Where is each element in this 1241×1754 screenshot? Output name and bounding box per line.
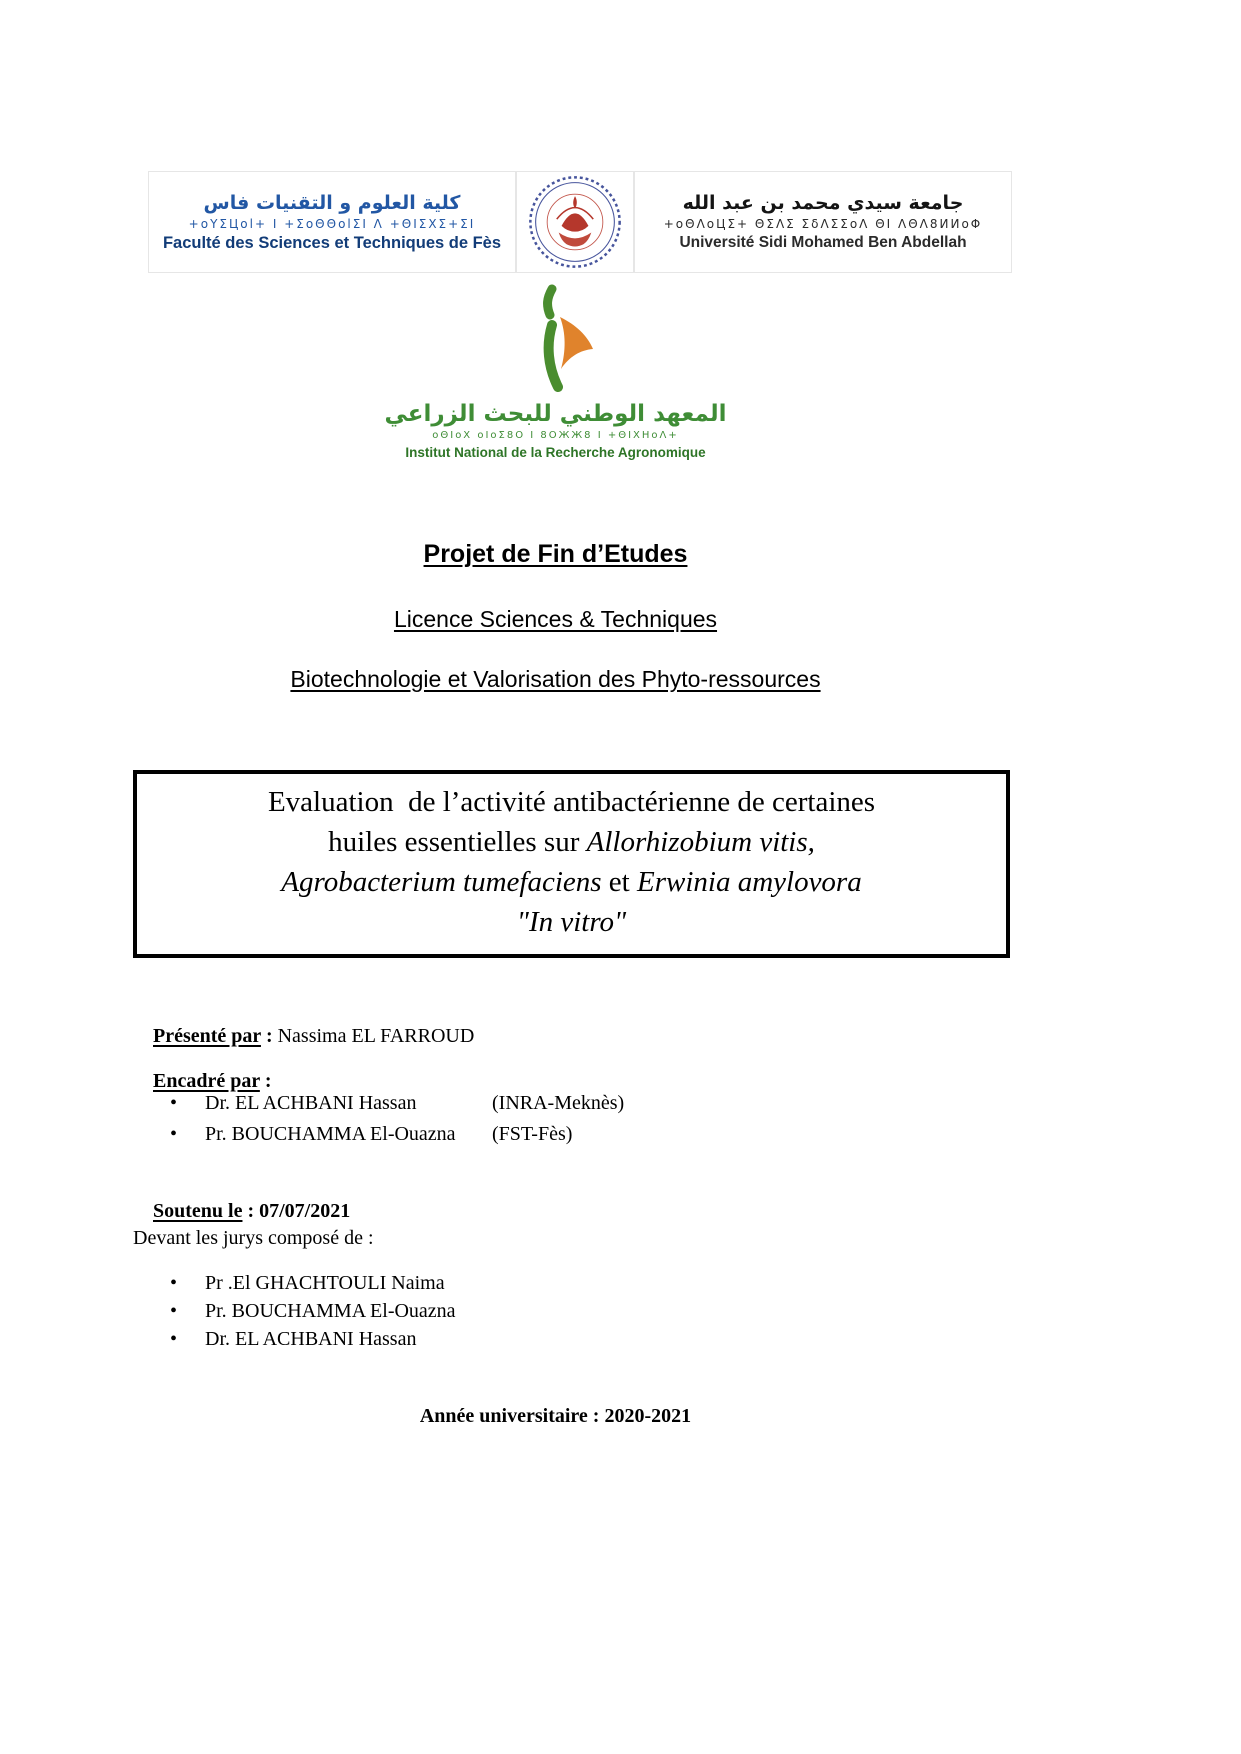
supervised-by-colon: : [259, 1070, 272, 1092]
academic-year-line: Année universitaire : 2020-2021 [419, 1405, 692, 1427]
thesis-title-text: et [601, 866, 637, 898]
supervisor-name: Dr. EL ACHBANI Hassan [205, 1092, 417, 1114]
jury-item [133, 1328, 978, 1356]
usmba-tifinagh-name: +oΘΛoЦΣ+ ΘΣΛΣ ΣδΛΣΣoΛ ΘΙ ΛΘΛ8ИИoΦ [663, 217, 983, 231]
thesis-title-line-2 [149, 822, 994, 862]
program-title-text: Biotechnologie et Valorisation des Phyto-ressources [290, 666, 821, 692]
thesis-title-line-4 [149, 902, 994, 942]
supervisors-list [133, 1092, 978, 1154]
bullet-icon: • [170, 1300, 178, 1322]
program-title [133, 666, 978, 693]
presented-by-colon: : [260, 1025, 278, 1047]
species-name: Agrobacterium tumefaciens [281, 866, 602, 898]
fst-logo [148, 171, 516, 273]
bullet-icon: • [170, 1123, 178, 1145]
jury-intro-line: Devant les jurys composé de : [133, 1227, 374, 1249]
inra-tifinagh-name: oΘΙoX oIoΣ8O I 8OЖЖ8 I +ΘΙΧΗoΛ+ [432, 430, 679, 441]
thesis-title-box [133, 770, 1010, 958]
bullet-icon: • [170, 1092, 178, 1114]
presented-by-label: Présenté par [153, 1025, 261, 1047]
fst-arabic-name: كلية العلوم و التقنيات فاس [203, 191, 461, 214]
in-vitro-text: "In vitro" [516, 906, 627, 938]
jury-item [133, 1272, 978, 1300]
usmba-seal [516, 171, 634, 273]
jury-list [133, 1272, 978, 1356]
jury-member-name: Pr .El GHACHTOULI Naima [205, 1272, 445, 1294]
thesis-title-line-1 [149, 782, 994, 822]
supervisor-item [133, 1092, 978, 1123]
thesis-title-line-3 [149, 862, 994, 902]
bullet-icon: • [170, 1272, 178, 1294]
usmba-arabic-name: جامعة سيدي محمد بن عبد الله [682, 192, 964, 214]
jury-member-name: Pr. BOUCHAMMA El-Ouazna [205, 1300, 456, 1322]
project-title-text: Projet de Fin d’Etudes [423, 540, 688, 568]
inra-arabic-name: المعهد الوطني للبحث الزراعي [384, 401, 727, 427]
species-name: Erwinia amylovora [636, 866, 862, 898]
supervisor-affiliation: (INRA-Meknès) [492, 1092, 625, 1114]
usmba-french-name: Université Sidi Mohamed Ben Abdellah [679, 234, 967, 251]
inra-plant-icon [508, 283, 604, 397]
supervisor-affiliation: (FST-Fès) [492, 1123, 573, 1145]
university-seal-icon [527, 174, 623, 270]
bullet-icon: • [170, 1328, 178, 1350]
thesis-title-text: Evaluation de l’activité antibactérienne de certaines [267, 786, 876, 818]
species-name: Allorhizobium vitis, [586, 826, 815, 858]
defense-date-value: : 07/07/2021 [242, 1200, 351, 1222]
supervisor-name: Pr. BOUCHAMMA El-Ouazna [205, 1123, 456, 1145]
jury-member-name: Dr. EL ACHBANI Hassan [205, 1328, 417, 1350]
inra-french-name: Institut National de la Recherche Agronomique [405, 445, 706, 460]
defense-date-label: Soutenu le [153, 1200, 243, 1222]
fst-french-name: Faculté des Sciences et Techniques de Fès [162, 233, 502, 252]
thesis-title-text: huiles essentielles sur [328, 826, 587, 858]
jury-item [133, 1300, 978, 1328]
usmba-logo [634, 171, 1012, 273]
fst-tifinagh-name: +oYΣЦol+ I +ΣoΘΘolΣI Λ +ΘΙΣΧΣ+ΣΙ [188, 216, 476, 231]
degree-title-text: Licence Sciences & Techniques [393, 606, 718, 632]
presented-by-value: Nassima EL FARROUD [277, 1025, 475, 1047]
project-title [133, 540, 978, 569]
supervised-by-label: Encadré par [153, 1070, 260, 1092]
degree-title [133, 606, 978, 633]
institution-header [148, 171, 1012, 273]
inra-logo-block [133, 283, 978, 460]
supervisor-item [133, 1123, 978, 1154]
